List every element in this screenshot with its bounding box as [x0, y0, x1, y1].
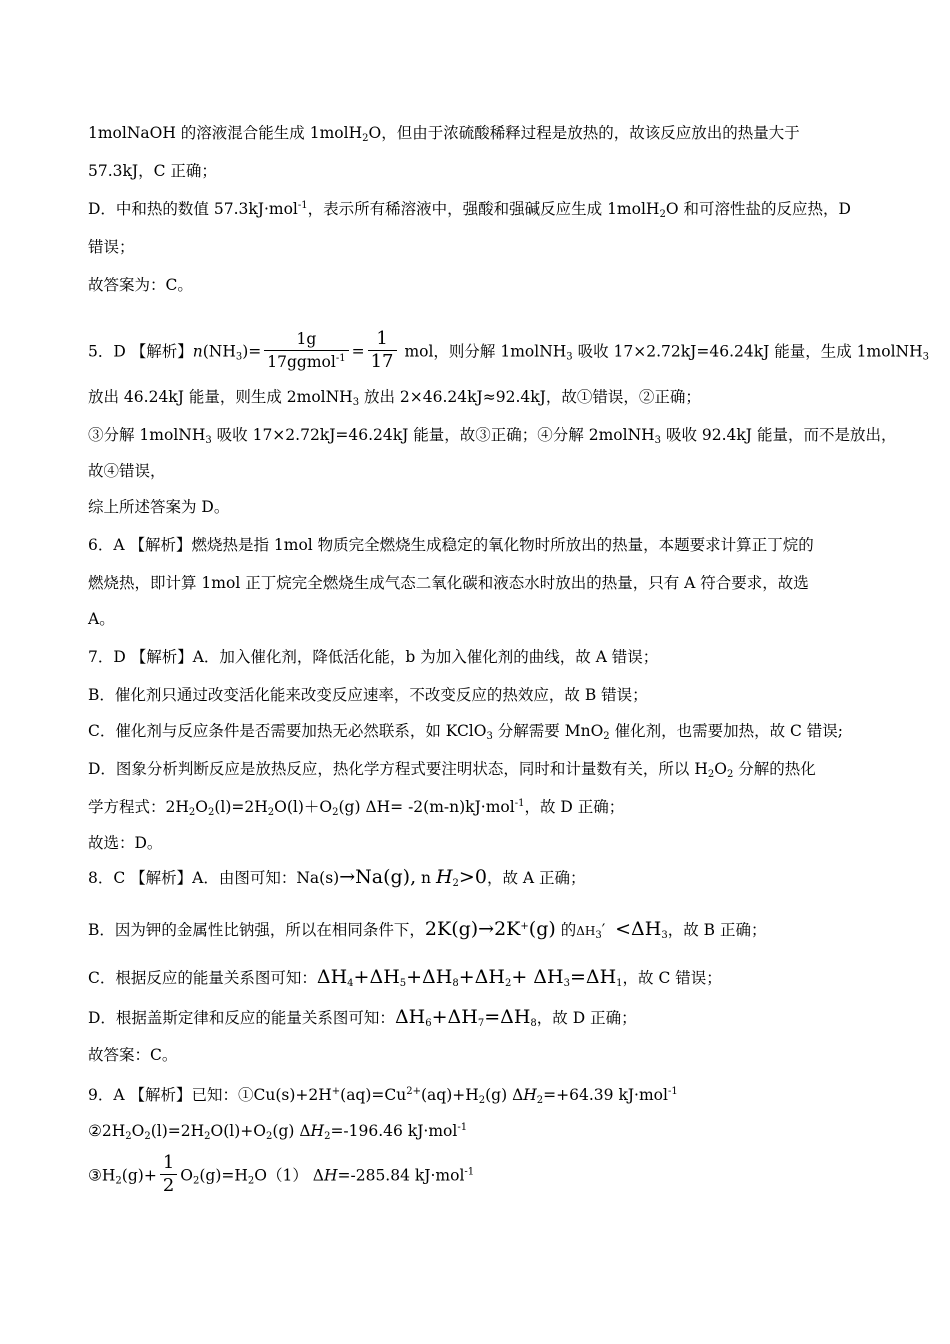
text: O 和可溶性盐的反应热，D: [665, 200, 851, 218]
text: 的: [555, 921, 577, 939]
text: D．图象分析判断反应是放热反应，热化学方程式要注明状态，同时和计量数有关，所以 H: [88, 760, 708, 778]
subscript: 3: [235, 351, 243, 363]
math-text: +ΔH: [458, 966, 505, 988]
math-text: =ΔH: [484, 1006, 531, 1028]
text: ，故 C 错误；: [622, 969, 722, 987]
superscript: -1: [667, 1086, 678, 1097]
fraction-denominator: [264, 351, 348, 373]
math-text: Na(g),: [355, 866, 417, 888]
fraction-denominator: 2: [162, 1175, 175, 1196]
subscript: 2: [707, 769, 715, 780]
subscript: 2: [125, 1131, 132, 1142]
text-line: [88, 274, 866, 296]
text: 吸收 17×2.72kJ=46.24kJ 能量，生成 1molNH: [572, 342, 923, 361]
subscript: 2: [115, 1175, 122, 1187]
text: 故选：D。: [88, 834, 163, 852]
text: ，故 D 正确；: [524, 798, 625, 816]
text: ，故 B 正确；: [667, 921, 767, 939]
superscript: -1: [514, 798, 525, 809]
text: 7．D 【解析】A．加入催化剂，降低活化能，b 为加入催化剂的曲线，故 A 错误；: [88, 648, 659, 666]
superscript: -1: [335, 353, 346, 364]
subscript: 2: [659, 209, 666, 220]
math-text: <ΔH: [615, 918, 662, 940]
text: ②2H: [88, 1122, 126, 1140]
text: (l)=2H: [150, 1122, 205, 1140]
subscript: 2: [324, 1131, 331, 1142]
superscript: -1: [457, 1122, 468, 1133]
text-line: [88, 236, 866, 258]
superscript: +: [331, 1086, 341, 1097]
subscript: 2: [726, 769, 734, 780]
subscript: 2: [144, 1131, 151, 1142]
text-line: [88, 832, 866, 854]
text-line: [88, 796, 866, 818]
text: ，故 D 正确；: [536, 1009, 637, 1027]
subscript: 8: [530, 1018, 537, 1029]
math-text: +ΔH: [431, 1006, 478, 1028]
text: =-285.84 kJ·mol: [337, 1166, 465, 1185]
math-text: >0: [458, 866, 487, 888]
text: mol: [306, 353, 336, 371]
text: B．因为钾的金属性比钠强，所以在相同条件下，: [88, 921, 425, 939]
subscript: 3: [595, 930, 602, 941]
text: (g)=H: [199, 1166, 248, 1185]
subscript: 2: [266, 1131, 273, 1142]
subscript: 4: [347, 978, 354, 989]
text-line: [88, 720, 866, 742]
subscript: 2: [362, 133, 369, 144]
text-line: [88, 608, 866, 630]
text: (g) ΔH= -2(m-n)kJ·mol: [338, 798, 515, 816]
math-text: ΔH: [316, 966, 348, 988]
text: (g) Δ: [272, 1122, 311, 1140]
text-line: [88, 1044, 866, 1066]
subscript: 2: [247, 1175, 255, 1187]
text: C．催化剂与反应条件是否需要加热无必然联系，如 KClO: [88, 722, 487, 740]
fraction: [160, 1152, 177, 1197]
text: (NH: [202, 342, 236, 361]
text: 放出 2×46.24kJ≈92.4kJ，故①错误，②正确；: [359, 388, 701, 406]
text: 吸收 17×2.72kJ=46.24kJ 能量，故③正确；④分解 2molNH: [211, 426, 655, 444]
question-6-line: [88, 534, 866, 556]
math-text: + ΔH: [511, 966, 564, 988]
text: 催化剂，也需要加热，故 C 错误;: [609, 722, 844, 740]
text-line: [88, 496, 866, 518]
text: C．根据反应的能量关系图可知：: [88, 969, 317, 987]
text: mol，则分解 1molNH: [399, 342, 567, 361]
superscript: -1: [297, 200, 308, 211]
subscript: 3: [205, 435, 212, 446]
text: (l)=2H: [214, 798, 268, 816]
subscript: 2: [603, 731, 610, 742]
text: 综上所述答案为 D。: [88, 498, 230, 516]
math-text: n: [421, 869, 432, 887]
text: O: [131, 1122, 145, 1140]
math-var: n: [192, 342, 203, 361]
subscript: 3: [566, 351, 573, 363]
text-line: [88, 1120, 866, 1142]
text: (g)+: [121, 1166, 157, 1185]
math-var: H: [310, 1122, 325, 1140]
text-line: [88, 424, 897, 446]
text: 吸收 92.4kJ 能量，而不是放出，: [661, 426, 897, 444]
math-text: +ΔH: [406, 966, 453, 988]
text: 错误；: [88, 238, 135, 256]
text-line: [88, 758, 866, 780]
text: 9．A 【解析】已知：①Cu(s)+2H: [88, 1086, 332, 1104]
subscript: 2: [207, 807, 215, 818]
text: 燃烧热，即计算 1mol 正丁烷完全燃烧生成气态二氧化碳和液态水时放出的热量，只有 A 符合要求，故选: [88, 574, 809, 592]
subscript: 3: [661, 930, 668, 941]
question-7-line: [88, 646, 866, 668]
subscript: 7: [477, 1018, 485, 1029]
subscript: 6: [425, 1018, 432, 1029]
subscript: 2: [478, 1095, 486, 1106]
text-line: [88, 460, 866, 482]
text: 学方程式：2H: [88, 798, 189, 816]
text: D．中和热的数值 57.3kJ·mol: [88, 200, 298, 218]
subscript: 3: [486, 731, 493, 742]
text: O: [180, 1166, 193, 1185]
text: 6．A 【解析】燃烧热是指 1mol 物质完全燃烧生成稳定的氧化物时所放出的热量，本题要求计算正丁烷的: [88, 536, 814, 554]
text: O（1） Δ: [254, 1166, 324, 1185]
text: =: [351, 342, 365, 361]
text: 1molNaOH 的溶液混合能生成 1molH: [88, 124, 363, 142]
fraction-denominator: 17: [370, 351, 394, 372]
text: (g) Δ: [485, 1086, 524, 1104]
fraction: [368, 328, 397, 373]
text-line: [88, 198, 866, 220]
text-line: [88, 572, 866, 594]
math-text: +ΔH: [353, 966, 400, 988]
question-8-line: [88, 866, 866, 889]
text: B．催化剂只通过改变活化能来改变反应速率，不改变反应的热效应，故 B 错误；: [88, 686, 648, 704]
math-text: (g): [528, 918, 556, 940]
subscript: 3: [352, 397, 360, 408]
text-line: [88, 1006, 866, 1029]
text: 分解的热化: [733, 760, 816, 778]
fraction: [264, 328, 348, 373]
subscript: 3: [563, 978, 570, 989]
subscript: 2: [192, 1175, 200, 1187]
text: )=: [242, 342, 262, 361]
math-text: ΔH: [576, 924, 596, 938]
text: 故答案为：C。: [88, 276, 193, 294]
subscript: 2: [504, 978, 512, 989]
text: 57.3kJ，C 正确；: [88, 162, 217, 180]
text: 故答案：C。: [88, 1046, 178, 1064]
text: (aq)=Cu: [340, 1086, 407, 1104]
math-var: H: [523, 1086, 537, 1104]
text: O: [195, 798, 208, 816]
text-line: [88, 966, 866, 989]
text: ，故 A 正确；: [486, 869, 586, 887]
text: O(l)＋O: [274, 798, 333, 816]
subscript: 2: [332, 807, 339, 818]
text-line: [88, 122, 866, 144]
subscript: 1: [616, 978, 623, 989]
question-5-line: [88, 328, 929, 375]
math-text: =ΔH: [569, 966, 617, 988]
subscript: 8: [452, 978, 459, 989]
math-var: H: [323, 1166, 338, 1185]
text: O: [714, 760, 727, 778]
subscript: 2: [452, 878, 459, 889]
math-text: ′: [601, 921, 606, 939]
text: g: [296, 353, 307, 371]
math-text: 2K(g)→2K: [424, 918, 521, 940]
arrow: →: [339, 866, 356, 888]
subscript: 2: [204, 1131, 211, 1142]
text: =-196.46 kJ·mol: [330, 1122, 458, 1140]
superscript: +: [520, 921, 529, 932]
fraction-numerator: 1g: [264, 328, 348, 351]
math-text: ΔH: [394, 1006, 426, 1028]
superscript: 2+: [406, 1086, 421, 1097]
math-var: H: [435, 866, 453, 888]
text: 故④错误，: [88, 462, 166, 480]
text: A。: [88, 610, 115, 628]
text-line: [88, 1154, 866, 1199]
text: 放出 46.24kJ 能量，则生成 2molNH: [88, 388, 353, 406]
question-9-line: [88, 1084, 866, 1106]
text: 8．C 【解析】A．由图可知：Na(s): [88, 869, 340, 887]
subscript: 5: [399, 978, 407, 989]
text: O，但由于浓硫酸稀释过程是放热的，故该反应放出的热量大于: [368, 124, 800, 142]
text-line: [88, 386, 866, 408]
subscript: 2: [267, 807, 275, 818]
text-line: [88, 160, 866, 182]
subscript: 2: [536, 1095, 544, 1106]
text: (aq)+H: [420, 1086, 479, 1104]
subscript: 3: [654, 435, 662, 446]
fraction-numerator: 1: [160, 1152, 177, 1175]
subscript: 2: [188, 807, 196, 818]
superscript: -1: [464, 1166, 475, 1178]
text: ，表示所有稀溶液中，强酸和强碱反应生成 1molH: [307, 200, 660, 218]
fraction-numerator: 1: [368, 328, 397, 351]
text: =+64.39 kJ·mol: [543, 1086, 668, 1104]
question-label: 5．D 【解析】: [88, 342, 193, 361]
text-line: [88, 684, 866, 706]
text: O(l)+O: [210, 1122, 267, 1140]
text: 分解需要 MnO: [492, 722, 604, 740]
text: D．根据盖斯定律和反应的能量关系图可知：: [88, 1009, 395, 1027]
text: 17g: [267, 353, 297, 371]
subscript: 3: [922, 351, 929, 363]
text-line: [88, 918, 866, 942]
text: ③H: [88, 1166, 116, 1185]
text: ③分解 1molNH: [88, 426, 206, 444]
